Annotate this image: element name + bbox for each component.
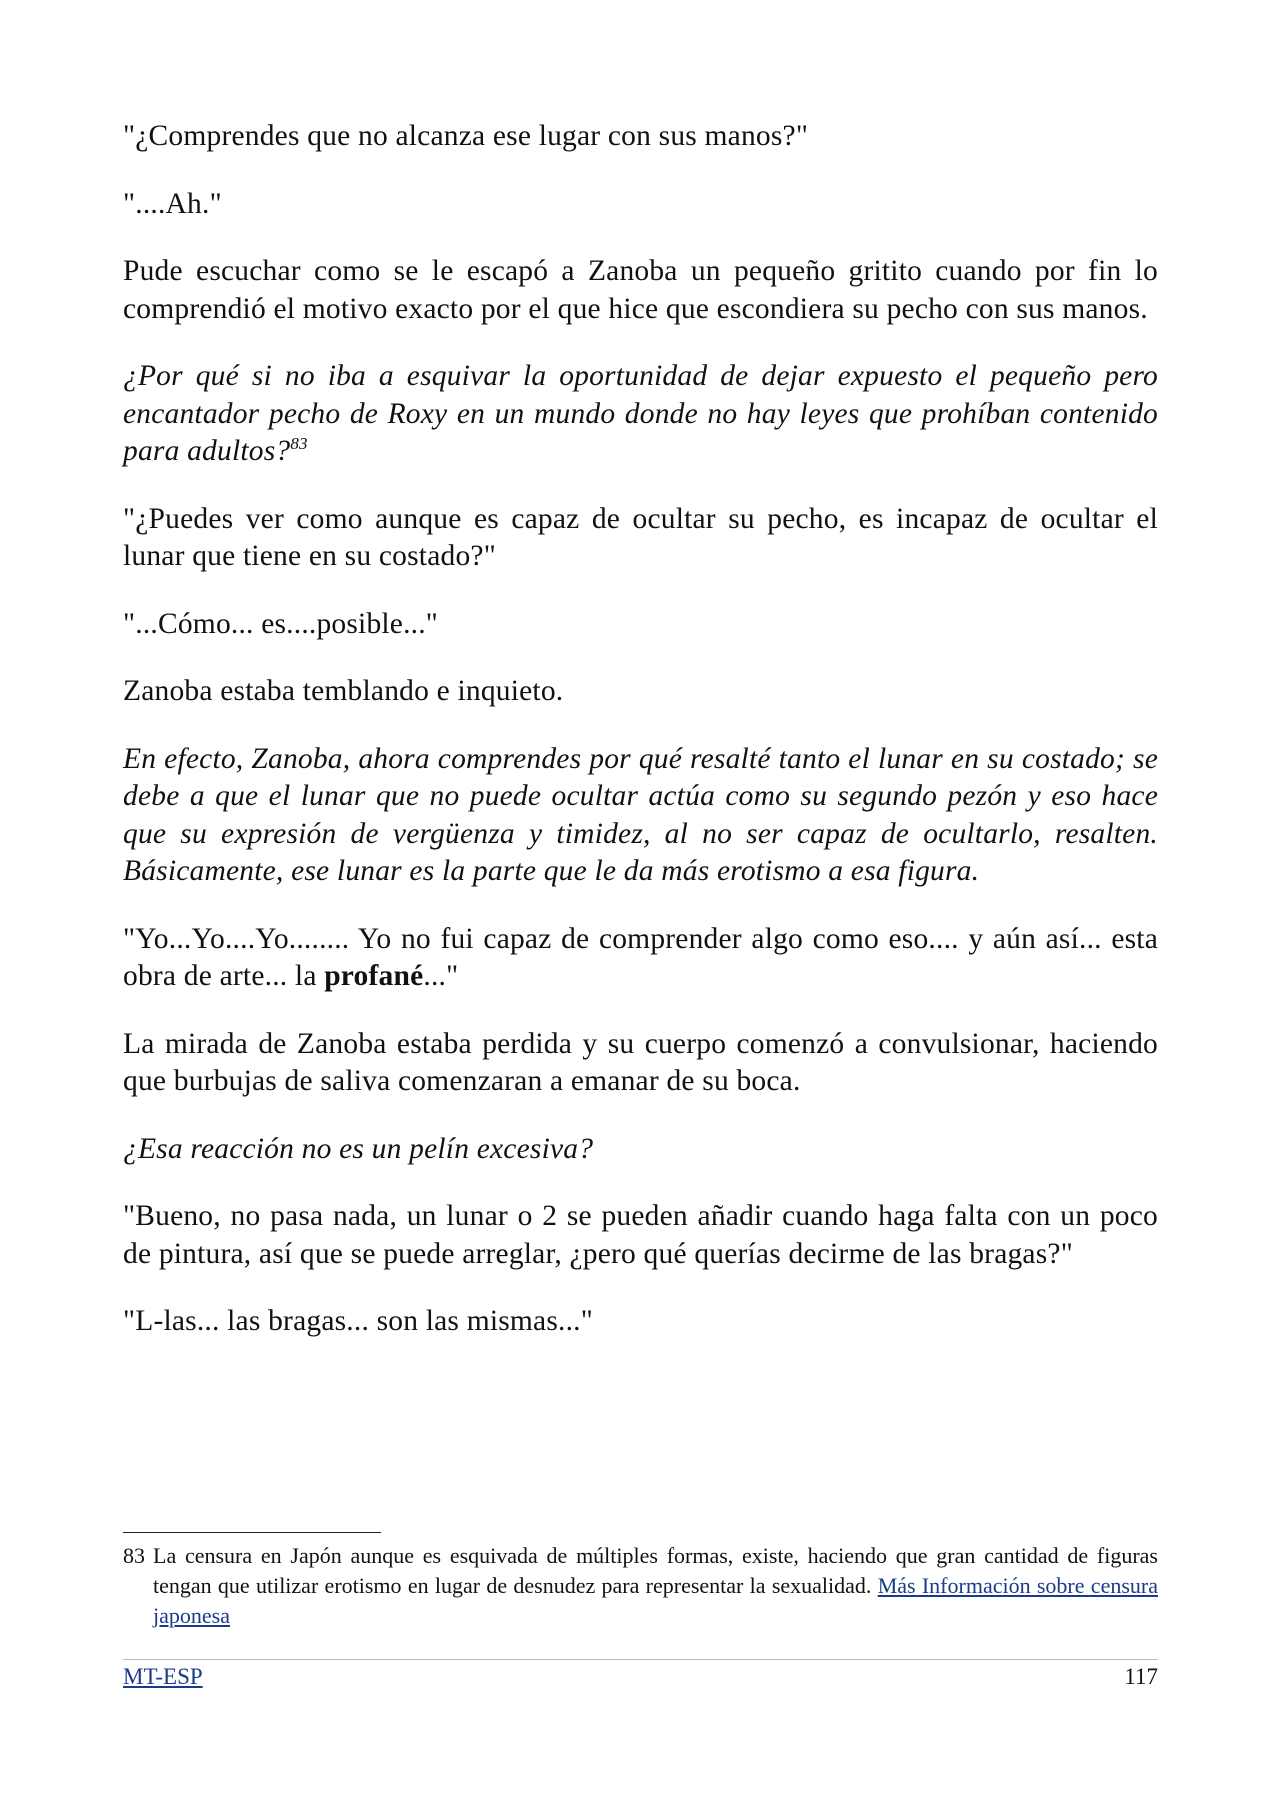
paragraph-9-text-after: ..." [423, 960, 459, 992]
footnote-separator [123, 1532, 381, 1533]
paragraph-5: "¿Puedes ver como aunque es capaz de ocultar su pecho, es incapaz de ocultar el lunar que tiene en su costado?" [123, 502, 1158, 572]
paragraph-9-text-before: "Yo...Yo....Yo........ Yo no fui capaz de comprender algo como eso.... y aún así... esta obra de arte... la [123, 922, 1158, 992]
paragraph-4 [123, 358, 1158, 471]
paragraph-2: "....Ah." [123, 187, 222, 220]
footnote-number: 83 [123, 1543, 145, 1568]
paragraph-10: La mirada de Zanoba estaba perdida y su cuerpo comenzó a convulsionar, haciendo que burbujas de saliva comenzaran a emanar de su boca. [123, 1027, 1158, 1097]
footnote [123, 1541, 1158, 1631]
footer-site-link[interactable]: MT-ESP [123, 1664, 203, 1689]
paragraph-1: "¿Comprendes que no alcanza ese lugar con sus manos?" [123, 120, 809, 152]
paragraph-12: "Bueno, no pasa nada, un lunar o 2 se pueden añadir cuando haga falta con un poco de pintura, así que se puede arreglar, ¿pero qué querías decirme de las bragas?" [123, 1200, 1158, 1270]
paragraph-6: "...Cómo... es....posible..." [123, 607, 439, 640]
footnote-reference[interactable]: 83 [290, 434, 308, 454]
page-body [123, 118, 1158, 1371]
paragraph-7: Zanoba estaba temblando e inquieto. [123, 675, 564, 707]
footnote-text: La censura en Japón aunque es esquivada de múltiples formas, existe, haciendo que gran cantidad de figuras tengan que utilizar erotismo en lugar de desnudez para representar la sexualidad. [153, 1543, 1158, 1598]
paragraph-9 [123, 921, 1158, 996]
paragraph-9-bold-word: profané [324, 960, 424, 992]
paragraph-4-text: ¿Por qué si no iba a esquivar la oportunidad de dejar expuesto el pequeño pero encantador pecho de Roxy en un mundo donde no hay leyes que prohíban contenido para adultos? [123, 360, 1158, 467]
footnote-link[interactable]: Más Información sobre censura japonesa [153, 1573, 1158, 1628]
page-number: 117 [1124, 1664, 1158, 1689]
paragraph-11: ¿Esa reacción no es un pelín excesiva? [123, 1132, 594, 1165]
paragraph-3: Pude escuchar como se le escapó a Zanoba un pequeño gritito cuando por fin lo comprendió el motivo exacto por el que hice que escondiera su pecho con sus manos. [123, 255, 1158, 325]
footer-separator [123, 1659, 1158, 1660]
paragraph-8: En efecto, Zanoba, ahora comprendes por qué resalté tanto el lunar en su costado; se debe a que el lunar que no puede ocultar actúa como su segundo pezón y eso hace que su expresión de vergüenza y timidez, al no ser capaz de ocultarlo, resalten. Básicamente, ese lunar es la parte que le da más erotismo a esa figura. [123, 742, 1158, 887]
paragraph-13: "L-las... las bragas... son las mismas..." [123, 1305, 593, 1337]
